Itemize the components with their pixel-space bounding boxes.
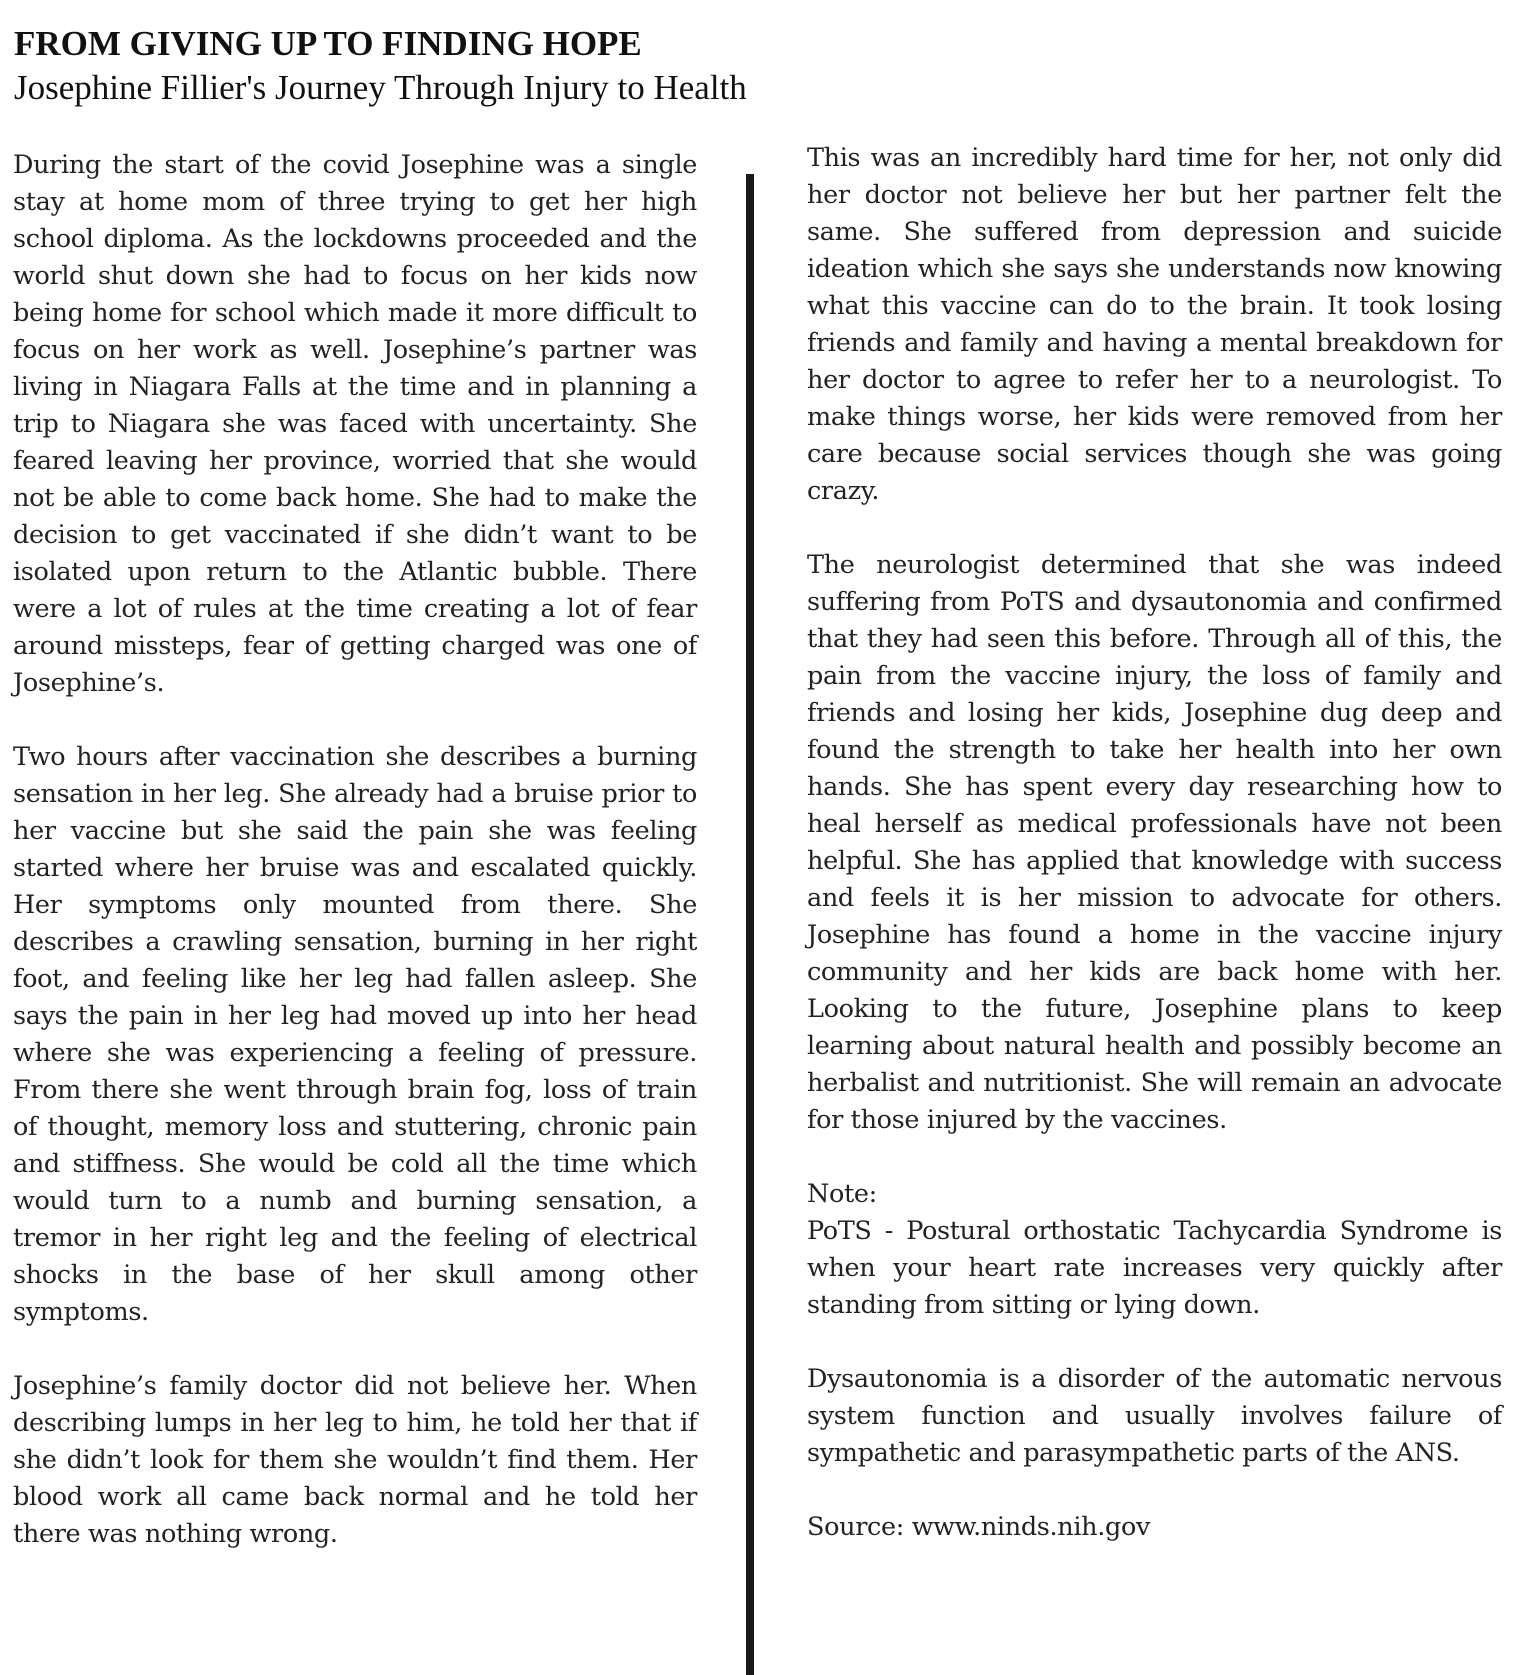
- paragraph-lockdown: During the start of the covid Josephine was a single stay at home mom of three trying to get her high school diploma. As the lockdowns proceeded and the world shut down she had to focus on her kids now being home for school which made it more difficult to focus on her work as well. Josephine’s partner was living in Niagara Falls at the time and in planning a trip to Niagara she was faced with uncertainty. She feared leaving her province, worried that she would not be able to come back home. She had to make the decision to get vaccinated if she didn’t want to be isolated upon return to the Atlantic bubble. There were a lot of rules at the time creating a lot of fear around missteps, fear of getting charged was one of Josephine’s.: [13, 150, 697, 698]
- source-citation: Source: www.ninds.nih.gov: [807, 1512, 1151, 1542]
- note-label: Note:: [807, 1179, 877, 1209]
- dysautonomia-definition: Dysautonomia is a disorder of the automatic nervous system function and usually involves failure of sympathetic and parasympathetic parts of the ANS.: [807, 1364, 1502, 1468]
- right-column: [807, 140, 1502, 1546]
- paragraph-family-doctor: Josephine’s family doctor did not believe her. When describing lumps in her leg to him, he told her that if she didn’t look for them she wouldn’t find them. Her blood work all came back normal and he told her there was nothing wrong.: [13, 1371, 697, 1549]
- article-subtitle: Josephine Fillier's Journey Through Injury to Health: [14, 68, 747, 107]
- paragraph-neurologist: The neurologist determined that she was indeed suffering from PoTS and dysautonomia and confirmed that they had seen this before. Through all of this, the pain from the vaccine injury, the loss of family and friends and losing her kids, Josephine dug deep and found the strength to take her health into her own hands. She has spent every day researching how to heal herself as medical professionals have not been helpful. She has applied that knowledge with success and feels it is her mission to advocate for others. Josephine has found a home in the vaccine injury community and her kids are back home with her. Looking to the future, Josephine plans to keep learning about natural health and possibly become an herbalist and nutritionist. She will remain an advocate for those injured by the vaccines.: [807, 550, 1502, 1135]
- left-column: [13, 147, 697, 1553]
- paragraph-symptoms: Two hours after vaccination she describes a burning sensation in her leg. She already had a bruise prior to her vaccine but she said the pain she was feeling started where her bruise was and escalated quickly. Her symptoms only mounted from there. She describes a crawling sensation, burning in her right foot, and feeling like her leg had fallen asleep. She says the pain in her leg had moved up into her head where she was experiencing a feeling of pressure. From there she went through brain fog, loss of train of thought, memory loss and stuttering, chronic pain and stiffness. She would be cold all the time which would turn to a numb and burning sensation, a tremor in her right leg and the feeling of electrical shocks in the base of her skull among other symptoms.: [13, 742, 697, 1327]
- pots-definition: PoTS - Postural orthostatic Tachycardia Syndrome is when your heart rate increases very quickly after standing from sitting or lying down.: [807, 1216, 1502, 1320]
- column-divider: [746, 174, 754, 1675]
- note-block: [807, 1176, 1502, 1324]
- article-title: FROM GIVING UP TO FINDING HOPE: [14, 24, 642, 63]
- paragraph-hard-time: This was an incredibly hard time for her, not only did her doctor not believe her but her partner felt the same. She suffered from depression and suicide ideation which she says she understands now knowing what this vaccine can do to the brain. It took losing friends and family and having a mental breakdown for her doctor to agree to refer her to a neurologist. To make things worse, her kids were removed from her care because social services though she was going crazy.: [807, 143, 1502, 506]
